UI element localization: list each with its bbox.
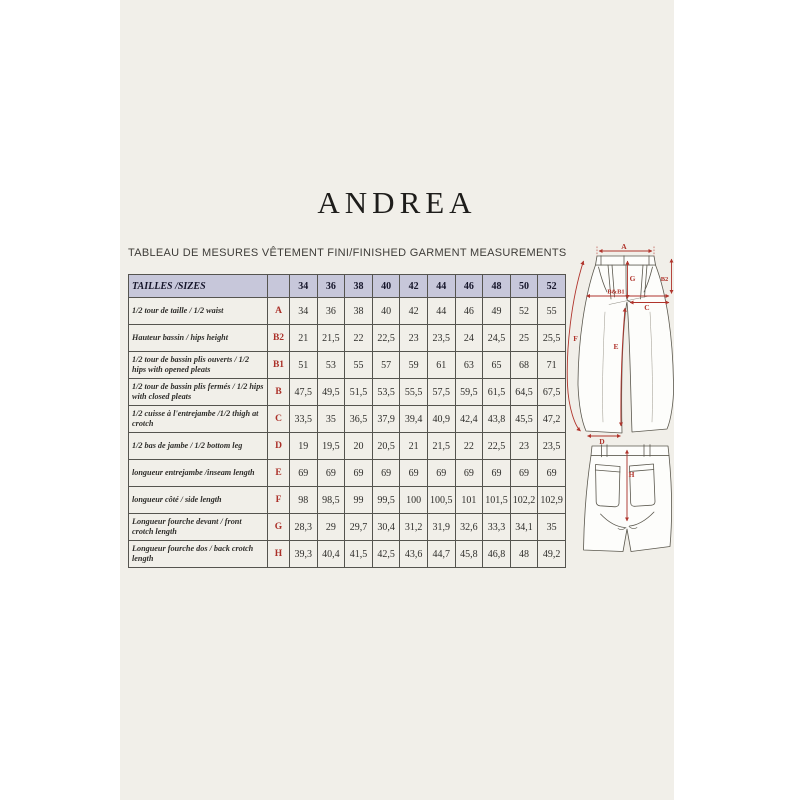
measurement-value: 101 [455,487,483,514]
measurement-value: 49 [483,298,511,325]
measurement-value: 34 [290,298,318,325]
measurement-value: 42 [400,298,428,325]
measurement-value: 49,2 [538,541,566,568]
measurement-code: E [268,460,290,487]
measure-label-e: E [613,342,619,351]
measure-label-d: D [599,437,605,446]
measurements-table [128,274,566,568]
measure-label-c: C [644,303,650,312]
measurement-value: 24 [455,325,483,352]
measurement-value: 39,4 [400,406,428,433]
measurement-code: A [268,298,290,325]
pants-front-drawing [578,256,674,433]
measurement-value: 25,5 [538,325,566,352]
size-column-header: 40 [372,275,400,298]
measurement-value: 99 [345,487,373,514]
measurement-value: 98,5 [317,487,345,514]
measurement-code: B2 [268,325,290,352]
measurement-label: Longueur fourche devant / front crotch length [129,514,268,541]
size-column-header: 38 [345,275,373,298]
measurement-value: 44 [427,298,455,325]
measurement-value: 36,5 [345,406,373,433]
measure-label-h: H [628,470,635,479]
measurement-value: 46 [455,298,483,325]
measurement-value: 21 [290,325,318,352]
measurement-value: 59,5 [455,379,483,406]
measurement-value: 51 [290,352,318,379]
measurement-label: longueur entrejambe /inseam length [129,460,268,487]
measurement-value: 30,4 [372,514,400,541]
measurement-value: 55,5 [400,379,428,406]
table-header-row [129,275,566,298]
measurement-label: Hauteur bassin / hips height [129,325,268,352]
pants-back-drawing [584,445,672,552]
measurement-value: 53 [317,352,345,379]
measurement-value: 22,5 [372,325,400,352]
size-column-header: 42 [400,275,428,298]
measurement-value: 43,6 [400,541,428,568]
size-column-header: 52 [538,275,566,298]
measurement-value: 38 [345,298,373,325]
measurement-value: 23,5 [538,433,566,460]
measurement-value: 42,5 [372,541,400,568]
measurement-value: 24,5 [483,325,511,352]
table-row [129,541,566,568]
measurement-value: 61 [427,352,455,379]
measurement-value: 69 [345,460,373,487]
measurement-value: 31,9 [427,514,455,541]
measurement-value: 41,5 [345,541,373,568]
measurement-value: 40 [372,298,400,325]
measurement-value: 69 [290,460,318,487]
measurement-value: 69 [427,460,455,487]
measurement-label: longueur côté / side length [129,487,268,514]
measurement-label: 1/2 bas de jambe / 1/2 bottom leg [129,433,268,460]
measurement-value: 20 [345,433,373,460]
measurement-value: 69 [317,460,345,487]
table-row [129,298,566,325]
measurement-value: 23,5 [427,325,455,352]
measurement-value: 101,5 [483,487,511,514]
measurement-label: Longueur fourche dos / back crotch length [129,541,268,568]
measurement-code: H [268,541,290,568]
sizes-header-cell: TAILLES /SIZES [129,275,268,298]
measurement-value: 22,5 [483,433,511,460]
table-row [129,487,566,514]
measurement-value: 28,3 [290,514,318,541]
measurement-value: 63 [455,352,483,379]
measurement-value: 102,9 [538,487,566,514]
measurement-value: 49,5 [317,379,345,406]
measurement-value: 65 [483,352,511,379]
measurement-value: 69 [510,460,538,487]
measurement-value: 69 [483,460,511,487]
table-row [129,433,566,460]
measurement-label: 1/2 cuisse à l'entrejambe /1/2 thigh at crotch [129,406,268,433]
measurement-value: 57 [372,352,400,379]
measurement-value: 37,9 [372,406,400,433]
measurement-code: F [268,487,290,514]
measurement-value: 23 [510,433,538,460]
measurement-value: 39,3 [290,541,318,568]
measurement-label: 1/2 tour de taille / 1/2 waist [129,298,268,325]
measurement-label: 1/2 tour de bassin plis fermés / 1/2 hips with closed pleats [129,379,268,406]
code-column-header [268,275,290,298]
measurement-value: 69 [400,460,428,487]
size-column-header: 48 [483,275,511,298]
measure-label-bb1: B&B1 [607,288,625,296]
size-column-header: 46 [455,275,483,298]
size-column-header: 44 [427,275,455,298]
table-row [129,379,566,406]
table-row [129,514,566,541]
measurement-value: 55 [345,352,373,379]
measurement-value: 99,5 [372,487,400,514]
measurement-value: 34,1 [510,514,538,541]
measurement-value: 21 [400,433,428,460]
measurement-value: 46,8 [483,541,511,568]
measurement-value: 40,4 [317,541,345,568]
measurement-value: 69 [372,460,400,487]
table-row [129,325,566,352]
measurement-value: 25 [510,325,538,352]
measurement-code: C [268,406,290,433]
measurement-value: 45,8 [455,541,483,568]
measurement-value: 32,6 [455,514,483,541]
measurement-code: B [268,379,290,406]
table-row [129,460,566,487]
measurement-value: 100,5 [427,487,455,514]
measurement-value: 47,2 [538,406,566,433]
page-title: ANDREA [317,185,477,220]
measurement-value: 47,5 [290,379,318,406]
measurement-value: 43,8 [483,406,511,433]
table-caption: TABLEAU DE MESURES VÊTEMENT FINI/FINISHED GARMENT MEASUREMENTS [128,247,567,259]
measurement-value: 19 [290,433,318,460]
table-row [129,352,566,379]
measurement-value: 59 [400,352,428,379]
measurement-value: 98 [290,487,318,514]
measurement-code: G [268,514,290,541]
measurement-value: 36 [317,298,345,325]
size-column-header: 50 [510,275,538,298]
measurement-value: 35 [317,406,345,433]
measurement-value: 52 [510,298,538,325]
measurement-code: B1 [268,352,290,379]
measurement-value: 35 [538,514,566,541]
measurement-value: 45,5 [510,406,538,433]
measurement-value: 64,5 [510,379,538,406]
measurement-value: 20,5 [372,433,400,460]
measurement-value: 21,5 [317,325,345,352]
measurement-value: 33,3 [483,514,511,541]
measure-label-b2: B2 [660,276,669,283]
measurement-value: 22 [345,325,373,352]
measurement-value: 57,5 [427,379,455,406]
measurement-value: 71 [538,352,566,379]
size-column-header: 34 [290,275,318,298]
measure-label-g: G [629,274,636,283]
measurement-value: 53,5 [372,379,400,406]
table-row [129,406,566,433]
measurement-value: 31,2 [400,514,428,541]
measurement-value: 68 [510,352,538,379]
size-column-header: 36 [317,275,345,298]
measurement-value: 29,7 [345,514,373,541]
measurement-value: 19,5 [317,433,345,460]
measure-label-f: F [573,334,578,343]
measurement-value: 21,5 [427,433,455,460]
measurement-value: 55 [538,298,566,325]
measurement-value: 29 [317,514,345,541]
measurement-value: 40,9 [427,406,455,433]
garment-technical-drawing [563,240,675,560]
measurement-value: 102,2 [510,487,538,514]
measurement-value: 44,7 [427,541,455,568]
measurement-value: 33,5 [290,406,318,433]
measurement-code: D [268,433,290,460]
measurement-value: 48 [510,541,538,568]
measurement-value: 67,5 [538,379,566,406]
measurement-value: 100 [400,487,428,514]
measurement-label: 1/2 tour de bassin plis ouverts / 1/2 hips with opened pleats [129,352,268,379]
measurement-value: 51,5 [345,379,373,406]
measurement-value: 23 [400,325,428,352]
measurement-value: 69 [538,460,566,487]
measurement-value: 61,5 [483,379,511,406]
measurement-value: 42,4 [455,406,483,433]
pattern-sheet-page [120,0,674,800]
measurement-value: 69 [455,460,483,487]
measurement-value: 22 [455,433,483,460]
measure-label-a: A [621,242,627,251]
